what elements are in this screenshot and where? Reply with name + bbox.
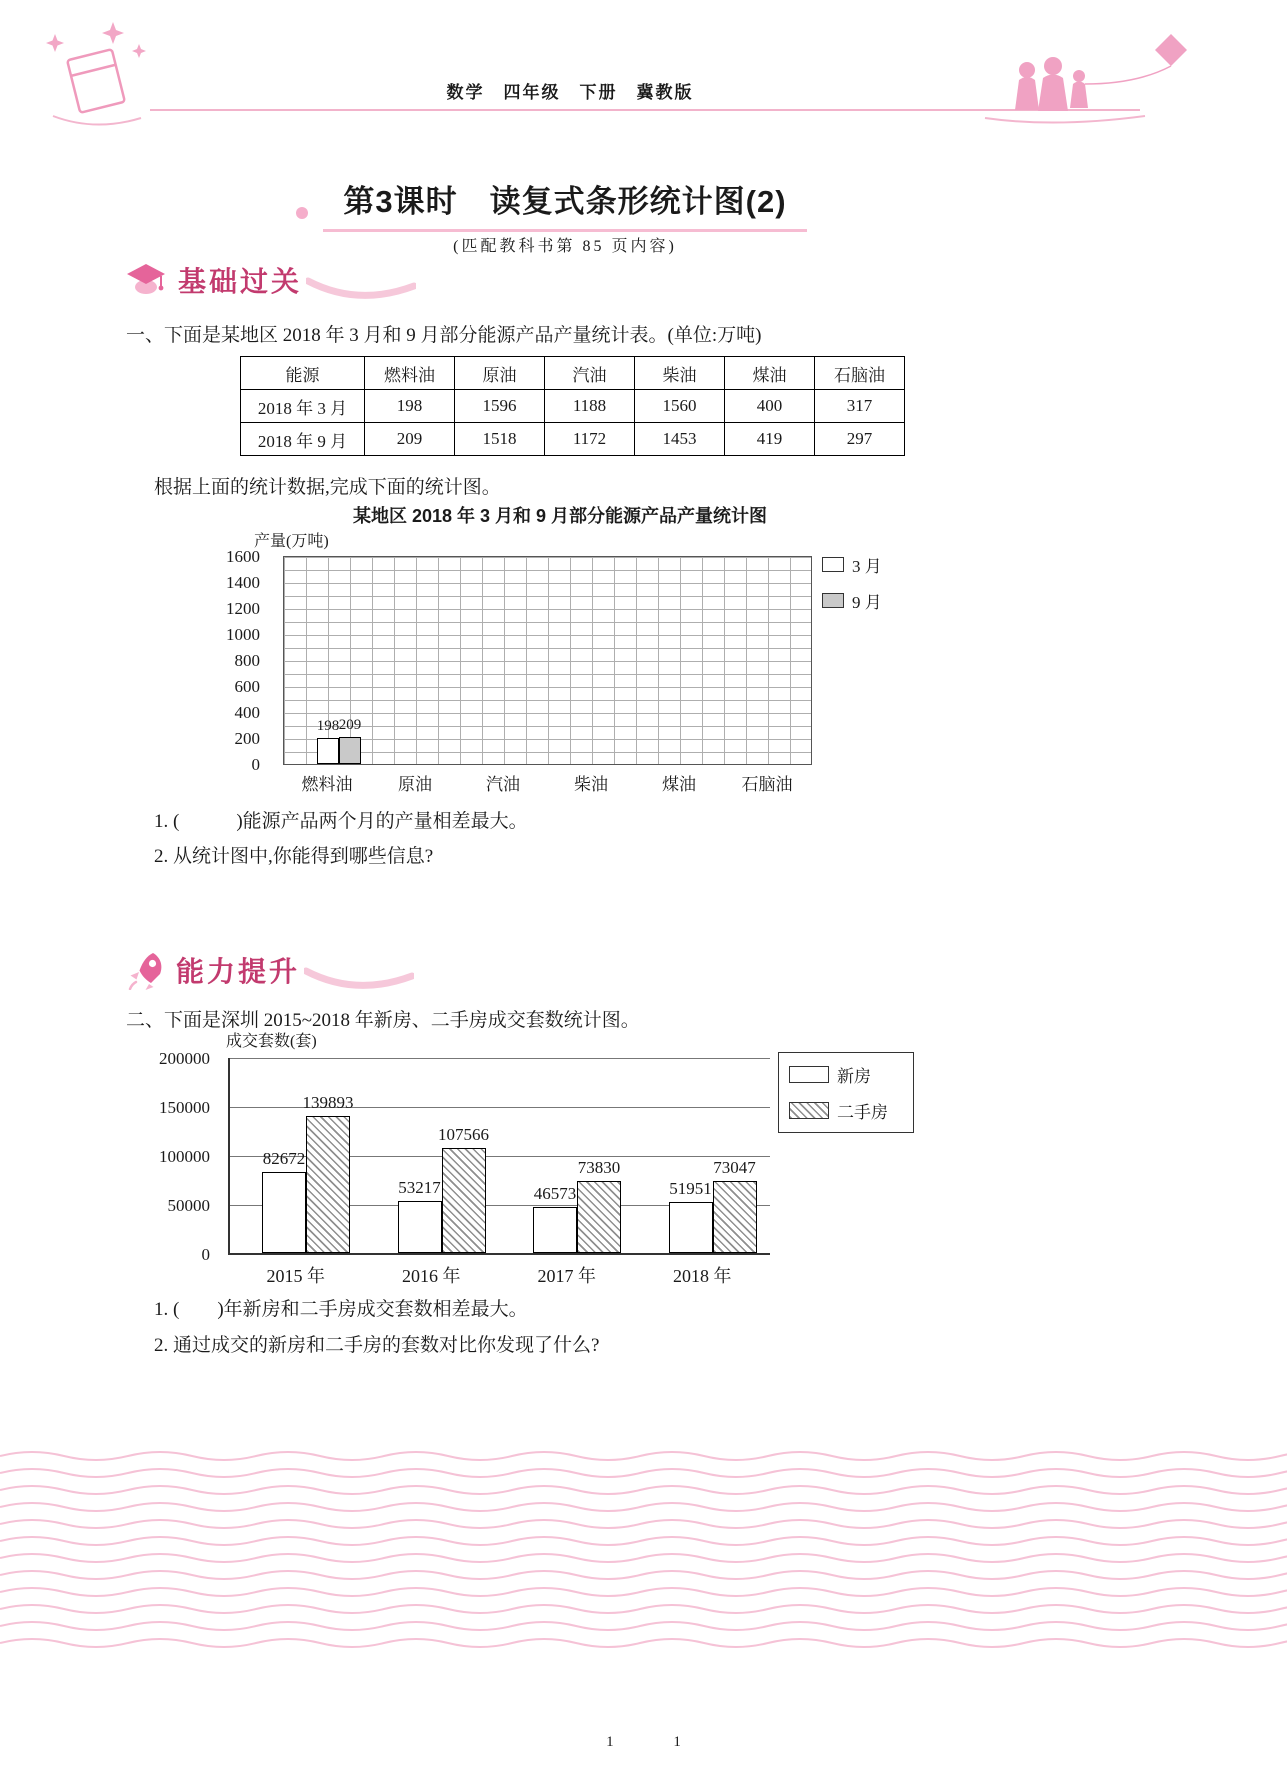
chart-bar [577, 1181, 621, 1253]
table-cell: 1596 [455, 390, 545, 423]
bar-value-label: 107566 [438, 1124, 489, 1144]
lesson-subtitle: (匹配教科书第 85 页内容) [453, 238, 677, 255]
chart1-legend [822, 552, 882, 613]
section-badge-basic-label: 基础过关 [178, 266, 303, 297]
x-axis-category-label: 燃料油 [301, 775, 353, 794]
header-decoration-left-icon [35, 18, 160, 128]
table-header-row [241, 357, 905, 390]
section-badge-advanced-label: 能力提升 [176, 956, 301, 987]
bar-value-label: 139893 [302, 1092, 354, 1112]
table-row [241, 390, 905, 423]
x-axis-category-label: 煤油 [662, 775, 696, 794]
question1-intro: 一、下面是某地区 2018 年 3 月和 9 月部分能源产品产量统计表。(单位:万吨) [126, 325, 762, 346]
bar-value-label: 46573 [533, 1184, 577, 1204]
y-axis-tick-label: 600 [234, 677, 260, 696]
x-axis-category-label: 原油 [398, 775, 432, 794]
legend-item [789, 1062, 903, 1087]
table-cell: 1188 [545, 390, 635, 423]
badge-swoosh-ornament [306, 276, 416, 302]
energy-production-table [240, 356, 905, 456]
chart1-y-axis-label: 产量(万吨) [254, 533, 329, 550]
bar-value-label: 82672 [262, 1148, 306, 1168]
table-header-cell: 原油 [455, 357, 545, 390]
x-axis-category-label: 2018 年 [673, 1266, 732, 1286]
legend-label: 新房 [837, 1067, 871, 1086]
y-axis-tick-label: 1600 [226, 547, 260, 566]
x-axis-category-label: 汽油 [486, 775, 520, 794]
table-cell: 2018 年 3 月 [241, 390, 365, 423]
section1-question-1: 1. ( )能源产品两个月的产量相差最大。 [154, 811, 528, 832]
legend-label: 9 月 [852, 593, 882, 612]
page-number-right: 1 [673, 1734, 681, 1750]
table-cell: 317 [815, 390, 905, 423]
table-cell: 419 [725, 423, 815, 456]
badge-swoosh-ornament [304, 966, 414, 992]
y-axis-tick-label: 1400 [226, 573, 260, 592]
section-badge-basic [126, 258, 416, 302]
table-header-cell: 煤油 [725, 357, 815, 390]
x-axis-category-label: 石脑油 [741, 775, 793, 794]
chart-bar [713, 1181, 757, 1253]
chart2-y-axis-ticks [118, 1049, 218, 1264]
chart2-x-axis-labels [228, 1262, 770, 1288]
y-axis-tick-label: 0 [201, 1245, 210, 1264]
table-header-cell: 能源 [241, 357, 365, 390]
chart-bar [398, 1201, 442, 1253]
footer-wave-decoration [0, 1448, 1287, 1663]
legend-label: 二手房 [837, 1103, 888, 1122]
legend-item [789, 1098, 903, 1123]
chart-bar [306, 1116, 350, 1253]
legend-swatch [789, 1066, 829, 1083]
section1-question-2: 2. 从统计图中,你能得到哪些信息? [154, 846, 434, 867]
table-cell: 2018 年 9 月 [241, 423, 365, 456]
section2-question-2: 2. 通过成交的新房和二手房的套数对比你发现了什么? [154, 1335, 600, 1356]
bar-value-label: 73830 [577, 1157, 621, 1177]
y-axis-tick-label: 200000 [159, 1049, 210, 1068]
y-axis-tick-label: 150000 [159, 1098, 210, 1117]
table-cell: 1453 [635, 423, 725, 456]
bar-value-label: 51951 [669, 1179, 712, 1199]
table-cell: 198 [365, 390, 455, 423]
chart1-instruction: 根据上面的统计数据,完成下面的统计图。 [154, 477, 501, 498]
y-axis-tick-label: 200 [234, 729, 260, 748]
chart-bar [533, 1207, 577, 1253]
table-cell: 400 [725, 390, 815, 423]
rocket-icon [126, 950, 166, 990]
table-row [241, 423, 905, 456]
table-cell: 1560 [635, 390, 725, 423]
legend-swatch [789, 1102, 829, 1119]
table-cell: 1172 [545, 423, 635, 456]
y-axis-tick-label: 50000 [167, 1196, 210, 1215]
lesson-title: 第3课时 读复式条形统计图(2) [323, 176, 806, 232]
bar-value-label: 53217 [398, 1177, 441, 1197]
y-axis-tick-label: 400 [234, 703, 260, 722]
graduation-cap-icon [126, 261, 168, 299]
bar-value-label: 73047 [713, 1158, 756, 1178]
bar-value-label: 198 [316, 718, 340, 735]
y-axis-tick-label: 1200 [226, 599, 260, 618]
chart-bar [339, 737, 361, 764]
chart1-x-axis-labels [283, 770, 812, 794]
x-axis-category-label: 2017 年 [537, 1266, 596, 1286]
housing-bar-chart [228, 1058, 770, 1255]
y-axis-tick-label: 100000 [159, 1147, 210, 1166]
legend-swatch [822, 557, 844, 572]
chart-bar [317, 738, 339, 764]
legend-label: 3 月 [852, 557, 882, 576]
y-axis-tick-label: 800 [234, 651, 260, 670]
question2-intro: 二、下面是深圳 2015~2018 年新房、二手房成交套数统计图。 [126, 1010, 640, 1031]
table-header-cell: 燃料油 [365, 357, 455, 390]
production-bar-chart [283, 556, 812, 765]
table-header-cell: 柴油 [635, 357, 725, 390]
x-axis-category-label: 柴油 [574, 775, 608, 794]
y-axis-tick-label: 1000 [226, 625, 260, 644]
chart1-y-axis-ticks [200, 547, 268, 774]
chart-bar [262, 1172, 306, 1253]
table-cell: 297 [815, 423, 905, 456]
section2-question-1: 1. ( )年新房和二手房成交套数相差最大。 [154, 1299, 528, 1320]
table-cell: 1518 [455, 423, 545, 456]
y-axis-tick-label: 0 [251, 755, 260, 774]
chart1-title: 某地区 2018 年 3 月和 9 月部分能源产品产量统计图 [352, 506, 768, 526]
page-number-row [0, 1734, 1287, 1751]
chart2-y-axis-label: 成交套数(套) [226, 1033, 317, 1050]
table-header-cell: 石脑油 [815, 357, 905, 390]
x-axis-category-label: 2016 年 [402, 1266, 461, 1286]
table-cell: 209 [365, 423, 455, 456]
header-subject-text: 数学 四年级 下册 冀教版 [446, 83, 694, 102]
legend-item [822, 588, 882, 613]
page-number-left: 1 [606, 1734, 614, 1750]
chart-bar [442, 1148, 486, 1253]
legend-item [822, 552, 882, 577]
header-decoration-right-icon [975, 30, 1205, 125]
section-badge-advanced [126, 948, 414, 992]
legend-swatch [822, 593, 844, 608]
chart2-legend [778, 1052, 914, 1133]
x-axis-category-label: 2015 年 [266, 1266, 325, 1286]
table-header-cell: 汽油 [545, 357, 635, 390]
bar-value-label: 209 [338, 716, 362, 733]
chart-bar [669, 1202, 713, 1253]
